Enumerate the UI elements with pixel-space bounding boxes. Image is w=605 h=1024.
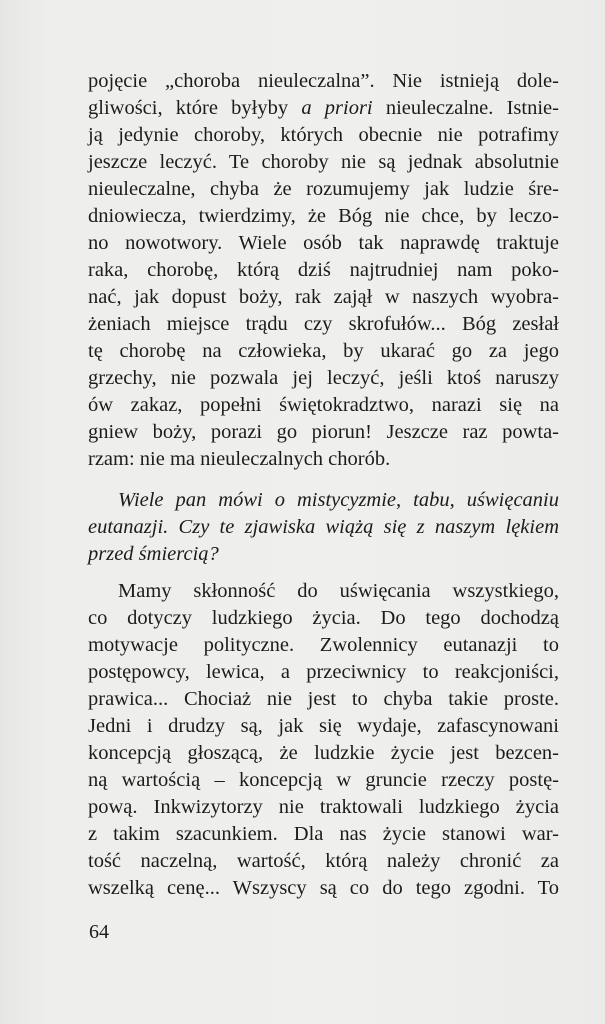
text-line: pojęcie „choroba nieuleczalna”. Nie istnieją dole- bbox=[88, 70, 559, 92]
paragraph-answer-1 bbox=[88, 68, 559, 473]
text-line: raka, chorobę, którą dziś najtrudniej nam poko- bbox=[88, 259, 559, 281]
text-line: nieuleczalne, chyba że rozumujemy jak ludzie śre- bbox=[88, 178, 559, 200]
question-line: Wiele pan mówi o mistycyzmie, tabu, uświęcaniu bbox=[118, 489, 559, 511]
text-line: dniowiecza, twierdzimy, że Bóg nie chce, by leczo- bbox=[88, 205, 559, 227]
text-line: postępowcy, lewica, a przeciwnicy to reakcjoniści, bbox=[88, 661, 559, 683]
question-line: eutanazji. Czy te zjawiska wiążą się z naszym lękiem bbox=[88, 516, 559, 538]
text-line: ją jedynie choroby, których obecnie nie potrafimy bbox=[88, 124, 559, 146]
page-number: 64 bbox=[89, 921, 109, 943]
text-line: prawica... Chociaż nie jest to chyba takie proste. bbox=[88, 688, 559, 710]
text-line: z takim szacunkiem. Dla nas życie stanowi war- bbox=[88, 823, 559, 845]
text-line: tość naczelną, wartość, którą należy chronić za bbox=[88, 850, 559, 872]
interviewer-question bbox=[88, 487, 559, 568]
text-line: co dotyczy ludzkiego życia. Do tego dochodzą bbox=[88, 607, 559, 629]
text-line: Mamy skłonność do uświęcania wszystkiego, bbox=[118, 580, 559, 602]
body-text bbox=[88, 68, 559, 902]
text-line: żeniach miejsce trądu czy skrofułów... Bóg zesłał bbox=[88, 313, 559, 335]
text-line: gniew boży, porazi go piorun! Jeszcze raz powta- bbox=[88, 421, 559, 443]
text-line: grzechy, nie pozwala jej leczyć, jeśli ktoś naruszy bbox=[88, 367, 559, 389]
text-line: jeszcze leczyć. Te choroby nie są jednak absolutnie bbox=[88, 151, 559, 173]
emphasis-text: a priori bbox=[301, 97, 373, 119]
text-line: motywacje polityczne. Zwolennicy eutanazji to bbox=[88, 634, 559, 656]
text-line: ów zakaz, popełni świętokradztwo, narazi się na bbox=[88, 394, 559, 416]
text-line: tę chorobę na człowieka, by ukarać go za jego bbox=[88, 340, 559, 362]
text-line: koncepcją głoszącą, że ludzkie życie jest bezcen- bbox=[88, 742, 559, 764]
text-line: Jedni i drudzy są, jak się wydaje, zafascynowani bbox=[88, 715, 559, 737]
text-line: rzam: nie ma nieuleczalnych chorób. bbox=[88, 448, 391, 470]
text-line: no nowotwory. Wiele osób tak naprawdę traktuje bbox=[88, 232, 559, 254]
text-line: nać, jak dopust boży, rak zajął w naszych wyobra- bbox=[88, 286, 559, 308]
text-line: pową. Inkwizytorzy nie traktowali ludzkiego życia bbox=[88, 796, 559, 818]
text-line: gliwości, które byłyby a priori nieuleczalne. Istnie- bbox=[88, 97, 559, 119]
text-line: wszelką cenę... Wszyscy są co do tego zgodni. To bbox=[88, 877, 559, 899]
text-line: ną wartością – koncepcją w gruncie rzeczy postę- bbox=[88, 769, 559, 791]
question-line: przed śmiercią? bbox=[88, 543, 219, 565]
paragraph-answer-2 bbox=[88, 578, 559, 902]
